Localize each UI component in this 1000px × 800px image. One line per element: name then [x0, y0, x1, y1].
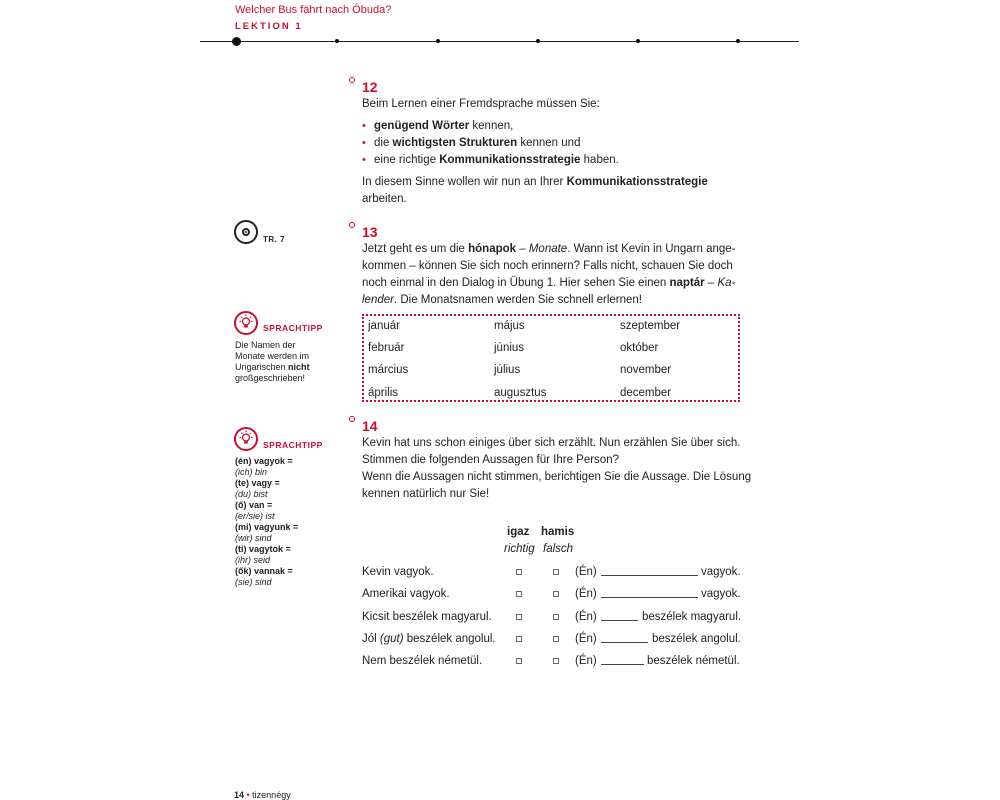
month-name: január: [368, 320, 400, 332]
false-checkbox[interactable]: [553, 591, 559, 597]
month-name: március: [368, 364, 409, 376]
column-subheader-true: richtig: [504, 543, 535, 555]
progress-dot: [636, 39, 640, 43]
audio-track-label: TR. 7: [263, 235, 286, 244]
list-item: • eine richtige Kommunikationsstrategie haben.: [362, 152, 742, 169]
true-checkbox[interactable]: [516, 636, 522, 642]
exercise-marker-icon: [349, 77, 355, 83]
progress-dot: [536, 39, 540, 43]
column-subheader-false: falsch: [543, 543, 574, 555]
answer-suffix: beszélek angolul.: [652, 633, 741, 645]
lesson-label: LEKTION 1: [235, 21, 303, 32]
answer-suffix: vagyok.: [701, 588, 741, 600]
exercise-number: 12: [362, 79, 378, 95]
column-header-true: igaz: [507, 526, 530, 538]
book-title: Welcher Bus fährt nach Óbuda?: [235, 4, 392, 16]
conjugation-table: (én) vagyok = (ich) bin (te) vagy = (du) bist (ő) van = (er/sie) ist (mi) vagyunk = (wir) sind (ti) vagytok = (ihr) seid (ők) vannak = (sie) sind: [235, 456, 299, 587]
false-checkbox[interactable]: [553, 614, 559, 620]
progress-dot: [335, 39, 339, 43]
lightbulb-icon: [234, 311, 258, 335]
tip-label: SPRACHTIPP: [263, 323, 323, 333]
answer-suffix: beszélek németül.: [647, 655, 740, 667]
answer-prefix: (Én): [575, 633, 597, 645]
list-item: • genügend Wörter kennen,: [362, 118, 742, 135]
month-name: október: [620, 342, 659, 354]
lightbulb-icon: [234, 427, 258, 451]
month-name: április: [368, 387, 399, 399]
progress-dot-current: [232, 37, 241, 46]
page-number: 14 • tizennégy: [234, 790, 291, 800]
progress-dot: [436, 39, 440, 43]
tip-label: SPRACHTIPP: [263, 440, 323, 450]
false-checkbox[interactable]: [553, 569, 559, 575]
month-name: november: [620, 364, 672, 376]
answer-prefix: (Én): [575, 655, 597, 667]
answer-blank[interactable]: [601, 620, 638, 621]
exercise-marker-icon: [349, 416, 355, 422]
exercise-intro: Beim Lernen einer Fremdsprache müssen Sie:: [362, 98, 600, 110]
tip-text: Die Namen der Monate werden im Ungarischen nicht großgeschrieben!: [235, 340, 310, 383]
month-name: szeptember: [620, 320, 681, 332]
answer-prefix: (Én): [575, 588, 597, 600]
answer-blank[interactable]: [601, 642, 648, 643]
statement-text: Kicsit beszélek magyarul.: [362, 611, 492, 623]
statement-text: Nem beszélek németül.: [362, 655, 483, 667]
requirements-list: [362, 118, 742, 169]
exercise-instructions: Jetzt geht es um die hónapok – Monate. Wann ist Kevin in Ungarn ange- kommen – können Sie sich noch erinnern? Falls nicht, schauen Sie doch noch einmal in den Dialog in Übung 1. Hier sehen Sie einen naptár – Ka- lender. Die Monatsnamen werden Sie schnell erlernen!: [362, 243, 736, 306]
audio-cd-icon[interactable]: [234, 220, 258, 244]
exercise-closing: In diesem Sinne wollen wir nun an Ihrer Kommunikationsstrategie arbeiten.: [362, 176, 708, 205]
month-name: május: [494, 320, 525, 332]
header-rule: [200, 41, 799, 42]
month-name: február: [368, 342, 405, 354]
answer-suffix: vagyok.: [701, 566, 741, 578]
progress-dot: [736, 39, 740, 43]
answer-suffix: beszélek magyarul.: [642, 611, 742, 623]
exercise-number: 14: [362, 418, 378, 434]
answer-prefix: (Én): [575, 566, 597, 578]
month-name: augusztus: [494, 387, 547, 399]
answer-blank[interactable]: [601, 597, 698, 598]
months-calendar: [362, 314, 740, 402]
exercise-number: 13: [362, 224, 378, 240]
exercise-marker-icon: [349, 222, 355, 228]
exercise-instructions: Kevin hat uns schon einiges über sich erzählt. Nun erzählen Sie über sich. Stimmen die folgenden Aussagen für Ihre Person? Wenn die Aussagen nicht stimmen, berichtigen Sie die Aussage. Die Lösung kennen natürlich nur Sie!: [362, 437, 752, 500]
month-name: június: [494, 342, 525, 354]
statement-text: Amerikai vagyok.: [362, 588, 450, 600]
month-name: július: [494, 364, 521, 376]
column-header-false: hamis: [541, 526, 575, 538]
false-checkbox[interactable]: [553, 658, 559, 664]
month-name: december: [620, 387, 672, 399]
false-checkbox[interactable]: [553, 636, 559, 642]
answer-blank[interactable]: [601, 664, 644, 665]
list-item: • die wichtigsten Strukturen kennen und: [362, 135, 742, 152]
statement-text: Kevin vagyok.: [362, 566, 434, 578]
statement-text: Jól (gut) beszélek angolul.: [362, 633, 496, 645]
answer-blank[interactable]: [601, 575, 698, 576]
answer-prefix: (Én): [575, 611, 597, 623]
true-checkbox[interactable]: [516, 569, 522, 575]
true-checkbox[interactable]: [516, 591, 522, 597]
true-checkbox[interactable]: [516, 658, 522, 664]
true-checkbox[interactable]: [516, 614, 522, 620]
